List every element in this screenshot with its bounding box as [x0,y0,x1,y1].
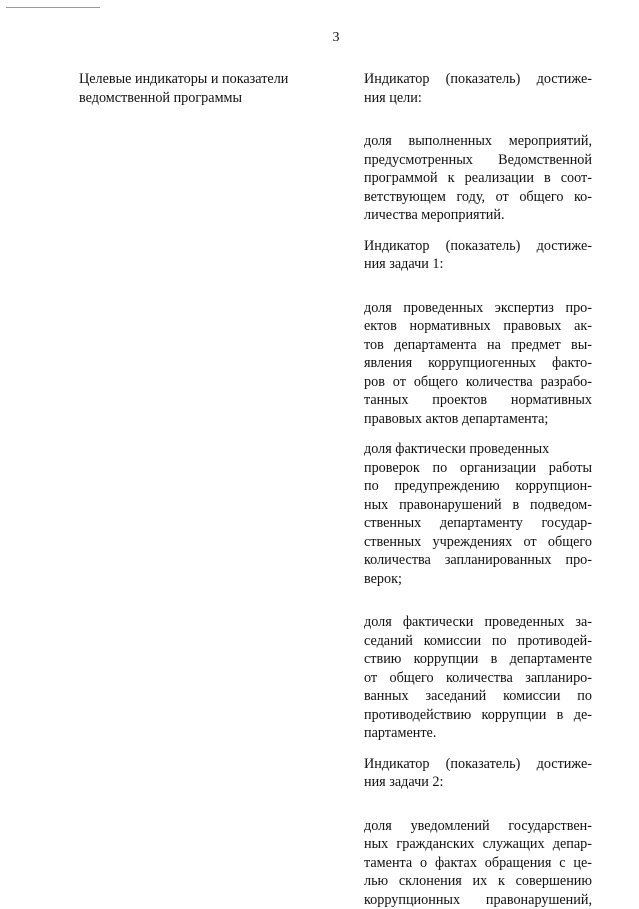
paragraph-expertise-share [364,299,592,429]
page-number: 3 [0,30,639,46]
text-line: проверок по организации работы [364,459,592,478]
text-line: седаний комиссии по противодей- [364,632,592,651]
text-line: личества мероприятий. [364,206,592,225]
text-line: явления коррупциогенных факто- [364,354,592,373]
text-line: программой к реализации в соот- [364,169,592,188]
text-line: партаменте. [364,724,592,743]
text-line: по предупреждению коррупцион- [364,477,592,496]
paragraph-notifications-share [364,817,592,909]
heading-line: ведомственной программы [79,89,319,108]
text-line: противодействию коррупции в де- [364,706,592,725]
text-line: ванных заседаний комиссии по [364,687,592,706]
text-line: доля выполненных мероприятий, [364,132,592,151]
text-line: предусмотренных Ведомственной [364,151,592,170]
text-line: ния задачи 1: [364,255,592,274]
text-line: количества запланированных про- [364,551,592,570]
text-line: коррупционных правонарушений, [364,891,592,909]
text-line: ных гражданских служащих депар- [364,835,592,854]
text-line: ственных департаменту государ- [364,514,592,533]
text-line: Индикатор (показатель) достиже- [364,755,592,774]
text-line: доля проведенных экспертиз про- [364,299,592,318]
text-line: ния цели: [364,89,592,108]
section-heading [79,70,319,107]
text-line: ствию коррупции в департаменте [364,650,592,669]
paragraph-task2-indicator [364,755,592,792]
text-line: ров от общего количества разрабо- [364,373,592,392]
text-line: Индикатор (показатель) достиже- [364,70,592,89]
paragraph-inspections-share [364,440,592,588]
indicators-text [364,70,592,909]
text-line: ственных учреждениях от общего [364,533,592,552]
text-line: танных проектов нормативных [364,391,592,410]
paragraph-measures-share [364,132,592,225]
paragraph-task1-indicator [364,237,592,274]
paragraph-goal-indicator [364,70,592,107]
text-line: ных правонарушений в подведом- [364,496,592,515]
text-line: доля фактически проведенных [364,440,592,459]
text-line: от общего количества запланиро- [364,669,592,688]
text-line: ния задачи 2: [364,773,592,792]
text-line: ектов нормативных правовых ак- [364,317,592,336]
paragraph-commission-sessions-share [364,613,592,743]
text-line: Индикатор (показатель) достиже- [364,237,592,256]
text-line: правовых актов департамента; [364,410,592,429]
text-line: верок; [364,570,592,589]
scan-corner-rule [6,7,100,8]
text-line: тов департамента на предмет вы- [364,336,592,355]
heading-line: Целевые индикаторы и показатели [79,70,319,89]
text-line: тамента о фактах обращения с це- [364,854,592,873]
text-line: ветствующем году, от общего ко- [364,188,592,207]
text-line: доля уведомлений государствен- [364,817,592,836]
text-line: лью склонения их к совершению [364,872,592,891]
text-line: доля фактически проведенных за- [364,613,592,632]
